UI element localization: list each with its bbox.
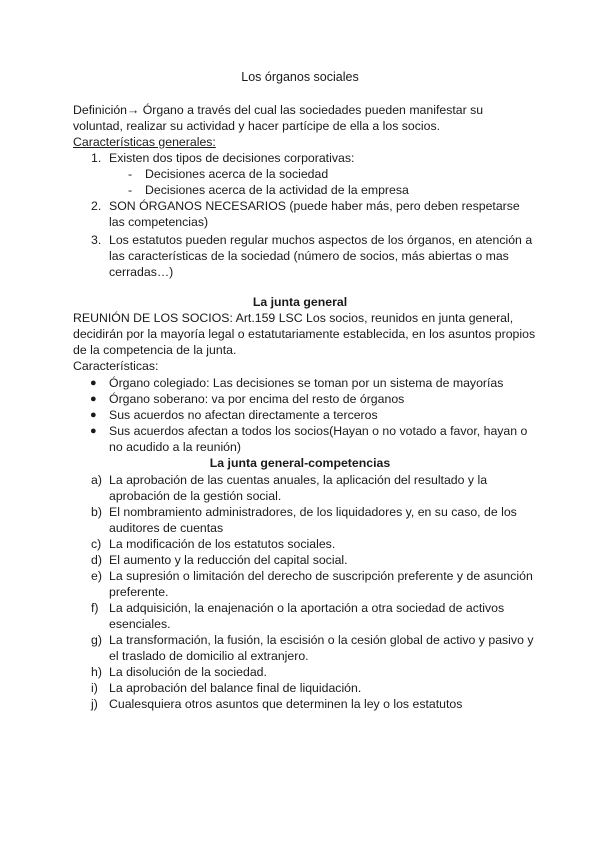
bullet-icon: ●: [90, 377, 97, 389]
list-marker: j): [91, 697, 98, 711]
bullet-item-text: Órgano soberano: va por encima del resto de órganos: [109, 392, 405, 406]
list-item-text: Existen dos tipos de decisiones corporativas:: [109, 151, 355, 165]
list-marker: c): [91, 537, 102, 551]
list-item-text: aprobación de la gestión social.: [109, 489, 282, 503]
list-item-text: El nombramiento administradores, de los liquidadores y, en su caso, de los: [109, 505, 517, 519]
characteristics-heading: Características:: [73, 359, 159, 373]
list-item-text: La adquisición, la enajenación o la aportación a otra sociedad de activos: [109, 601, 505, 615]
list-item-text: el traslado de domicilio al extranjero.: [109, 649, 309, 663]
definition-line: voluntad, realizar su actividad y hacer partícipe de ella a los socios.: [73, 119, 441, 133]
bullet-item-text: Sus acuerdos no afectan directamente a terceros: [109, 408, 378, 422]
list-item-text: La transformación, la fusión, la escisión o la cesión global de activo y pasivo y: [109, 633, 534, 647]
list-item-text: preferente.: [109, 585, 169, 599]
competencias-heading: La junta general-competencias: [209, 456, 391, 470]
definition-line: Definición→ Órgano a través del cual las sociedades pueden manifestar su: [73, 103, 484, 117]
list-marker: 1.: [91, 151, 102, 165]
page-title: Los órganos sociales: [241, 70, 359, 84]
list-marker: h): [91, 665, 102, 679]
list-marker: b): [91, 505, 102, 519]
list-item-text: La supresión o limitación del derecho de suscripción preferente y de asunción: [109, 569, 533, 583]
list-item-text: La aprobación de las cuentas anuales, la aplicación del resultado y la: [109, 473, 488, 487]
list-item-text: las competencias): [109, 215, 209, 229]
list-marker: i): [91, 681, 98, 695]
list-item-text: Los estatutos pueden regular muchos aspectos de los órganos, en atención a: [109, 233, 533, 247]
general-characteristics-heading: Características generales:: [73, 135, 216, 149]
bullet-icon: ●: [90, 409, 97, 421]
list-marker: f): [91, 601, 99, 615]
list-item-text: SON ÓRGANOS NECESARIOS (puede haber más, pero deben respetarse: [109, 199, 520, 213]
list-item-text: auditores de cuentas: [109, 521, 224, 535]
list-item-text: las características de la sociedad (número de socios, más abiertas o mas: [109, 249, 509, 263]
sublist-item-text: Decisiones acerca de la sociedad: [145, 167, 329, 181]
list-item-text: esenciales.: [109, 617, 171, 631]
reunion-text: REUNIÓN DE LOS SOCIOS: Art.159 LSC Los socios, reunidos en junta general,: [73, 311, 514, 325]
bullet-icon: ●: [90, 425, 97, 437]
bullet-icon: ●: [90, 393, 97, 405]
list-item-text: Cualesquiera otros asuntos que determinen la ley o los estatutos: [109, 697, 463, 711]
bullet-item-text: no acudido a la reunión): [109, 440, 241, 454]
list-item-text: La disolución de la sociedad.: [109, 665, 267, 679]
bullet-item-text: Órgano colegiado: Las decisiones se toman por un sistema de mayorías: [109, 376, 504, 390]
sublist-item-text: Decisiones acerca de la actividad de la empresa: [145, 183, 409, 197]
reunion-text: de la competencia de la junta.: [73, 343, 237, 357]
sublist-marker: -: [128, 183, 133, 197]
list-marker: g): [91, 633, 102, 647]
list-marker: 2.: [91, 199, 102, 213]
list-marker: 3.: [91, 233, 102, 247]
junta-general-heading: La junta general: [252, 295, 348, 309]
list-item-text: La aprobación del balance final de liquidación.: [109, 681, 362, 695]
sublist-marker: -: [128, 167, 133, 181]
list-item-text: La modificación de los estatutos sociales.: [109, 537, 336, 551]
bullet-item-text: Sus acuerdos afectan a todos los socios(Hayan o no votado a favor, hayan o: [109, 424, 528, 438]
list-marker: d): [91, 553, 102, 567]
list-item-text: cerradas…): [109, 265, 174, 279]
list-marker: e): [91, 569, 102, 583]
list-item-text: El aumento y la reducción del capital social.: [109, 553, 348, 567]
list-marker: a): [91, 473, 102, 487]
reunion-text: decidirán por la mayoría legal o estatutariamente establecida, en los asuntos propios: [73, 327, 536, 341]
